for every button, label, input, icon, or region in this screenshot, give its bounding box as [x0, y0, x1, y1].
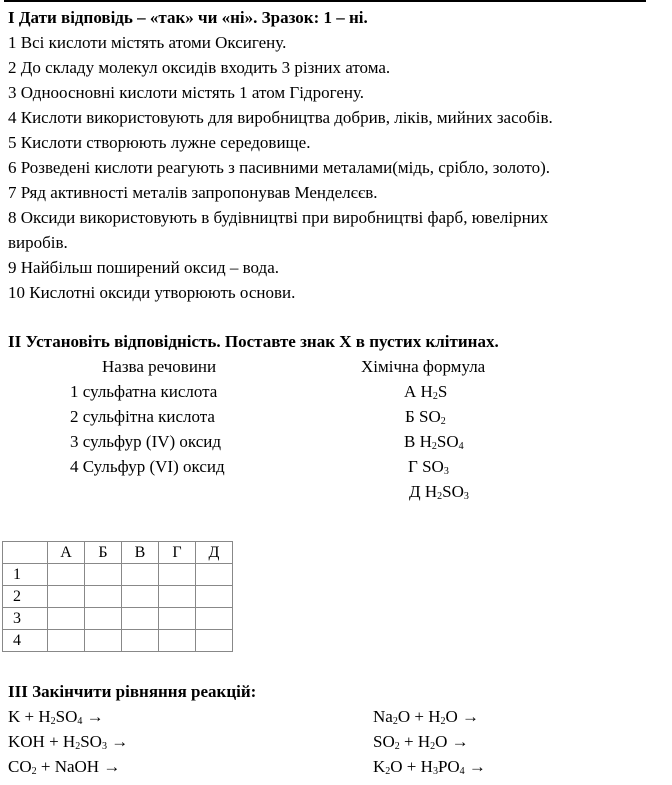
answer-grid-row-header: 1: [3, 564, 48, 586]
formula-letter: Б: [405, 407, 415, 426]
answer-grid-row-header: 2: [3, 586, 48, 608]
formula-letter: Г: [408, 457, 418, 476]
answer-cell[interactable]: [48, 630, 85, 652]
answer-cell[interactable]: [85, 564, 122, 586]
formula-letter: А: [404, 382, 417, 401]
answer-cell[interactable]: [122, 564, 159, 586]
answer-cell[interactable]: [122, 608, 159, 630]
section1-item: 5 Кислоти створюють лужне середовище.: [8, 133, 311, 152]
answer-cell[interactable]: [196, 586, 233, 608]
formula-letter: Д: [409, 482, 421, 501]
answer-cell[interactable]: [196, 564, 233, 586]
answer-cell[interactable]: [48, 586, 85, 608]
section2-heading: ІІ Установіть відповідність. Поставте знак Х в пустих клітинах.: [8, 332, 499, 351]
answer-grid-header-row: [3, 542, 233, 564]
page-top-rule: [4, 0, 646, 2]
section1-item: виробів.: [8, 233, 68, 252]
formula-column-header: Хімічна формула: [361, 357, 486, 376]
answer-grid-col-header: Д: [196, 542, 233, 564]
answer-cell[interactable]: [159, 608, 196, 630]
answer-cell[interactable]: [122, 586, 159, 608]
section1-item: 10 Кислотні оксиди утворюють основи.: [8, 283, 296, 302]
formula-item: [409, 482, 469, 502]
answer-cell[interactable]: [85, 608, 122, 630]
reaction-equation: $CO_2$ + NaOH →: [8, 757, 121, 777]
answer-grid-row: [3, 564, 233, 586]
substance-item: 4 Сульфур (VI) оксид: [70, 457, 225, 476]
substance-column-header: Назва речовини: [102, 357, 217, 376]
answer-grid-col-header: А: [48, 542, 85, 564]
formula-item: [408, 457, 449, 477]
answer-grid-row-header: 4: [3, 630, 48, 652]
section1-heading: І Дати відповідь – «так» чи «ні». Зразок: 1 – ні.: [8, 8, 368, 27]
answer-grid-row: [3, 630, 233, 652]
answer-grid-col-header: В: [122, 542, 159, 564]
answer-cell[interactable]: [48, 608, 85, 630]
answer-grid-row: [3, 586, 233, 608]
formula-text: $H_2S$: [420, 382, 448, 402]
reaction-equation: $K + H_2SO_4$ →: [8, 707, 104, 727]
answer-cell[interactable]: [159, 564, 196, 586]
answer-grid-row-header: 3: [3, 608, 48, 630]
substance-item: 3 сульфур (IV) оксид: [70, 432, 222, 451]
section1-item: 1 Всі кислоти містять атоми Оксигену.: [8, 33, 287, 52]
section1-item: 7 Ряд активності металів запропонував Менделєєв.: [8, 183, 378, 202]
section3-heading: ІІІ Закінчити рівняння реакцій:: [8, 682, 257, 701]
answer-grid-row: [3, 608, 233, 630]
formula-text: $SO_2$: [419, 407, 446, 427]
section1-item: 6 Розведені кислоти реагують з пасивними металами(мідь, срібло, золото).: [8, 158, 551, 177]
substance-item: 2 сульфітна кислота: [70, 407, 215, 426]
answer-cell[interactable]: [196, 608, 233, 630]
answer-cell[interactable]: [48, 564, 85, 586]
formula-text: $SO_3$: [422, 457, 449, 477]
answer-cell[interactable]: [122, 630, 159, 652]
section1-item: 8 Оксиди використовують в будівництві при виробництві фарб, ювелірних: [8, 208, 549, 227]
formula-letter: В: [404, 432, 416, 451]
answer-grid-col-header: Г: [159, 542, 196, 564]
answer-grid-col-header: Б: [85, 542, 122, 564]
section1-item: 2 До складу молекул оксидів входить 3 різних атома.: [8, 58, 391, 77]
section1-item: 9 Найбільш поширений оксид – вода.: [8, 258, 279, 277]
answer-cell[interactable]: [85, 586, 122, 608]
section1-item: 3 Одноосновні кислоти містять 1 атом Гідрогену.: [8, 83, 365, 102]
formula-text: $H_2SO_3$: [424, 482, 469, 502]
substance-item: 1 сульфатна кислота: [70, 382, 218, 401]
formula-text: $H_2SO_4$: [419, 432, 464, 452]
formula-item: [405, 407, 446, 427]
formula-item: [404, 432, 464, 452]
answer-cell[interactable]: [159, 630, 196, 652]
answer-cell[interactable]: [85, 630, 122, 652]
answer-cell[interactable]: [196, 630, 233, 652]
answer-cell[interactable]: [159, 586, 196, 608]
reaction-equation: KOH + $H_2SO_3$ →: [8, 732, 129, 752]
answer-grid: [2, 541, 233, 652]
reaction-equation: $SO_2 + H_2O$ →: [373, 732, 469, 752]
reaction-equation: $K_2O + H_3PO_4$ →: [373, 757, 486, 777]
formula-item: [404, 382, 447, 402]
reaction-equation: $Na_2O + H_2O$ →: [373, 707, 480, 727]
section1-item: 4 Кислоти використовують для виробництва добрив, ліків, мийних засобів.: [8, 108, 553, 127]
answer-grid-corner: [3, 542, 48, 564]
